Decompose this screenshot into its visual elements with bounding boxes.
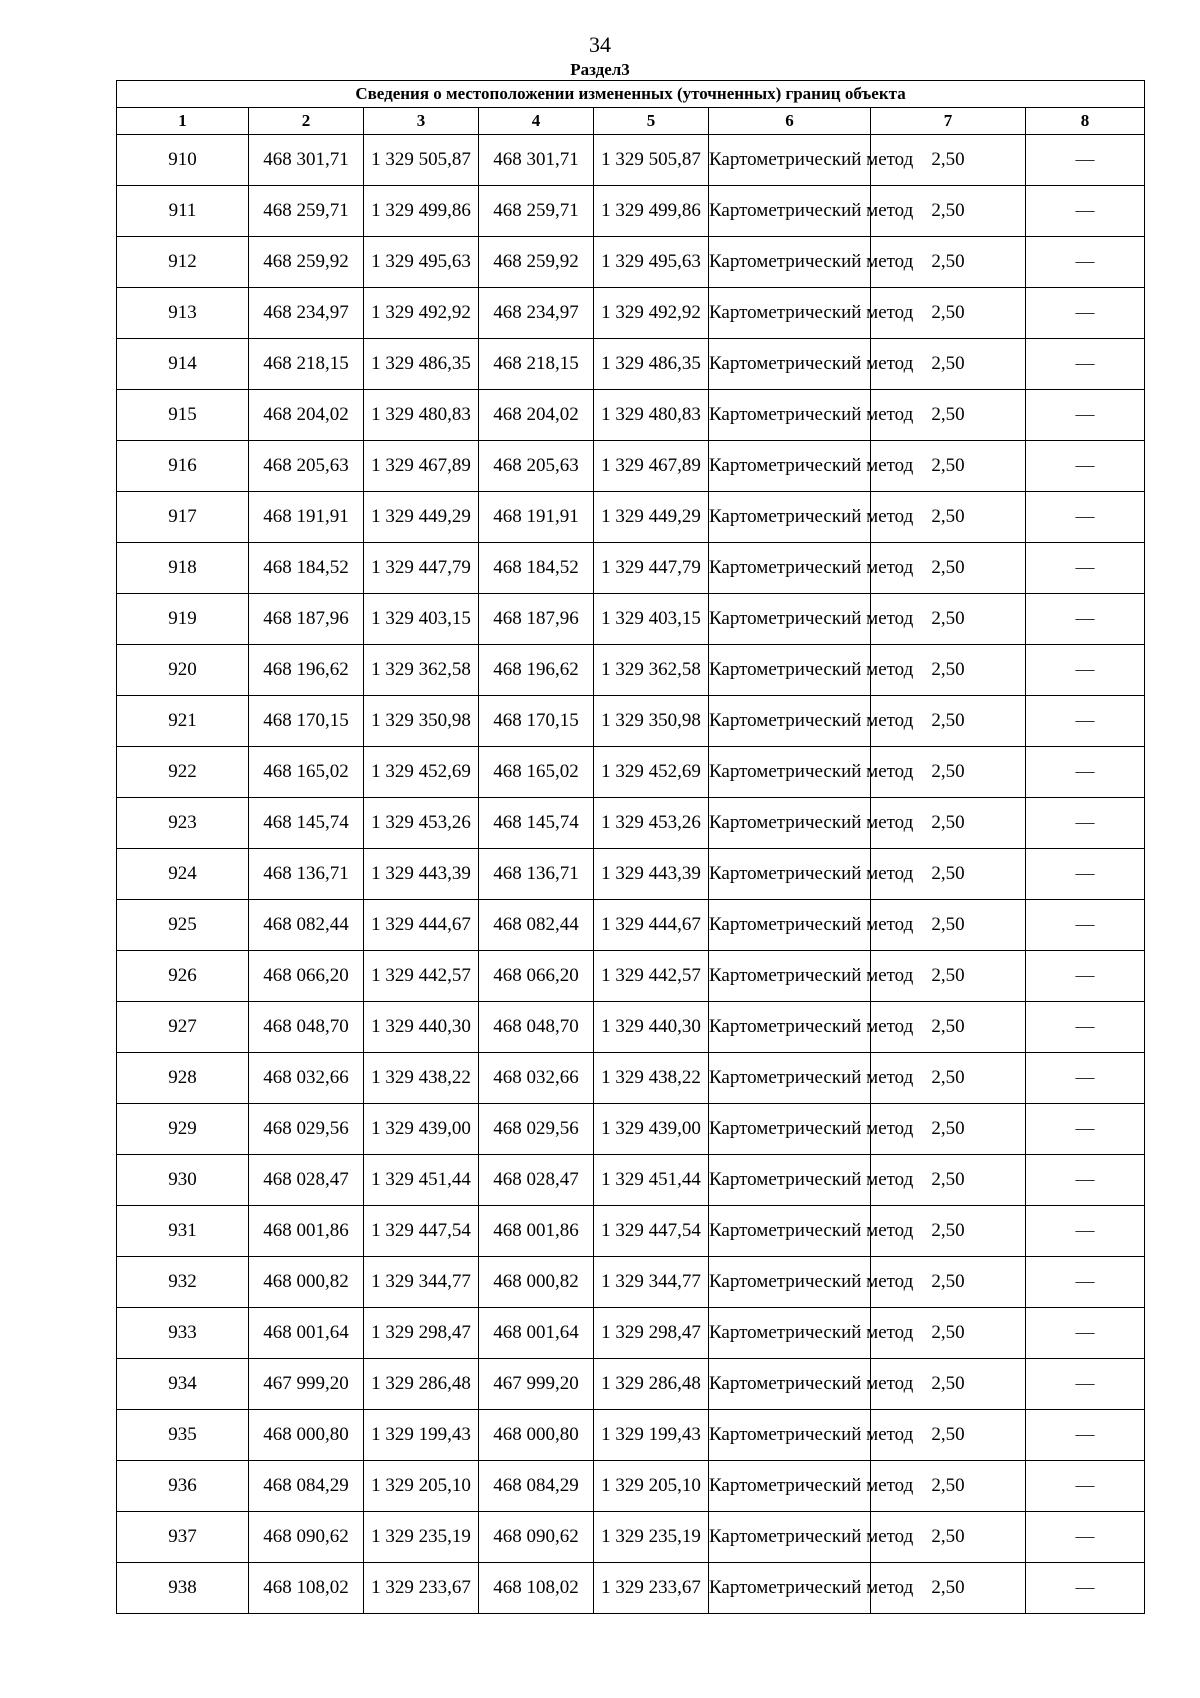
refined-y-cell: 1 329 453,26 xyxy=(594,798,709,849)
note-cell: — xyxy=(1026,1002,1145,1053)
method-cell: Картометрический метод xyxy=(709,1359,871,1410)
existing-x-cell: 467 999,20 xyxy=(249,1359,364,1410)
refined-y-cell: 1 329 442,57 xyxy=(594,951,709,1002)
existing-y-cell: 1 329 199,43 xyxy=(364,1410,479,1461)
existing-x-cell: 468 191,91 xyxy=(249,492,364,543)
existing-x-cell: 468 170,15 xyxy=(249,696,364,747)
table-row xyxy=(117,1002,1145,1053)
method-cell: Картометрический метод xyxy=(709,849,871,900)
note-cell: — xyxy=(1026,1206,1145,1257)
point-number-cell: 917 xyxy=(117,492,249,543)
note-cell: — xyxy=(1026,798,1145,849)
existing-y-cell: 1 329 452,69 xyxy=(364,747,479,798)
method-cell: Картометрический метод xyxy=(709,237,871,288)
table-row xyxy=(117,390,1145,441)
accuracy-cell: 2,50 xyxy=(871,1002,1026,1053)
existing-x-cell: 468 145,74 xyxy=(249,798,364,849)
accuracy-cell: 2,50 xyxy=(871,1563,1026,1614)
refined-x-cell: 468 028,47 xyxy=(479,1155,594,1206)
note-cell: — xyxy=(1026,1308,1145,1359)
refined-y-cell: 1 329 495,63 xyxy=(594,237,709,288)
refined-x-cell: 468 136,71 xyxy=(479,849,594,900)
accuracy-cell: 2,50 xyxy=(871,594,1026,645)
accuracy-cell: 2,50 xyxy=(871,237,1026,288)
existing-y-cell: 1 329 467,89 xyxy=(364,441,479,492)
refined-y-cell: 1 329 233,67 xyxy=(594,1563,709,1614)
refined-y-cell: 1 329 449,29 xyxy=(594,492,709,543)
table-row xyxy=(117,1206,1145,1257)
refined-x-cell: 468 205,63 xyxy=(479,441,594,492)
table-row xyxy=(117,594,1145,645)
note-cell: — xyxy=(1026,900,1145,951)
existing-y-cell: 1 329 499,86 xyxy=(364,186,479,237)
existing-x-cell: 468 028,47 xyxy=(249,1155,364,1206)
table-row xyxy=(117,1359,1145,1410)
refined-y-cell: 1 329 480,83 xyxy=(594,390,709,441)
point-number-cell: 923 xyxy=(117,798,249,849)
existing-x-cell: 468 187,96 xyxy=(249,594,364,645)
refined-y-cell: 1 329 452,69 xyxy=(594,747,709,798)
accuracy-cell: 2,50 xyxy=(871,339,1026,390)
existing-y-cell: 1 329 439,00 xyxy=(364,1104,479,1155)
existing-x-cell: 468 205,63 xyxy=(249,441,364,492)
boundary-coordinates-table xyxy=(116,80,1145,1614)
method-cell: Картометрический метод xyxy=(709,135,871,186)
table-row xyxy=(117,1053,1145,1104)
refined-x-cell: 468 000,80 xyxy=(479,1410,594,1461)
refined-x-cell: 468 108,02 xyxy=(479,1563,594,1614)
refined-x-cell: 468 082,44 xyxy=(479,900,594,951)
accuracy-cell: 2,50 xyxy=(871,1206,1026,1257)
table-row xyxy=(117,492,1145,543)
method-cell: Картометрический метод xyxy=(709,1104,871,1155)
refined-x-cell: 468 084,29 xyxy=(479,1461,594,1512)
refined-x-cell: 468 218,15 xyxy=(479,339,594,390)
table-row xyxy=(117,1257,1145,1308)
accuracy-cell: 2,50 xyxy=(871,696,1026,747)
point-number-cell: 929 xyxy=(117,1104,249,1155)
existing-x-cell: 468 001,86 xyxy=(249,1206,364,1257)
refined-y-cell: 1 329 235,19 xyxy=(594,1512,709,1563)
existing-y-cell: 1 329 486,35 xyxy=(364,339,479,390)
note-cell: — xyxy=(1026,492,1145,543)
method-cell: Картометрический метод xyxy=(709,1053,871,1104)
accuracy-cell: 2,50 xyxy=(871,1461,1026,1512)
refined-y-cell: 1 329 486,35 xyxy=(594,339,709,390)
existing-x-cell: 468 000,82 xyxy=(249,1257,364,1308)
refined-x-cell: 468 032,66 xyxy=(479,1053,594,1104)
accuracy-cell: 2,50 xyxy=(871,849,1026,900)
existing-x-cell: 468 090,62 xyxy=(249,1512,364,1563)
existing-y-cell: 1 329 403,15 xyxy=(364,594,479,645)
refined-x-cell: 468 066,20 xyxy=(479,951,594,1002)
refined-y-cell: 1 329 403,15 xyxy=(594,594,709,645)
existing-x-cell: 468 184,52 xyxy=(249,543,364,594)
accuracy-cell: 2,50 xyxy=(871,441,1026,492)
method-cell: Картометрический метод xyxy=(709,1563,871,1614)
method-cell: Картометрический метод xyxy=(709,1461,871,1512)
accuracy-cell: 2,50 xyxy=(871,186,1026,237)
note-cell: — xyxy=(1026,1563,1145,1614)
refined-y-cell: 1 329 286,48 xyxy=(594,1359,709,1410)
existing-x-cell: 468 001,64 xyxy=(249,1308,364,1359)
point-number-cell: 916 xyxy=(117,441,249,492)
point-number-cell: 910 xyxy=(117,135,249,186)
accuracy-cell: 2,50 xyxy=(871,288,1026,339)
refined-x-cell: 468 301,71 xyxy=(479,135,594,186)
table-row xyxy=(117,900,1145,951)
existing-x-cell: 468 234,97 xyxy=(249,288,364,339)
table-row xyxy=(117,1308,1145,1359)
point-number-cell: 914 xyxy=(117,339,249,390)
accuracy-cell: 2,50 xyxy=(871,1155,1026,1206)
refined-y-cell: 1 329 443,39 xyxy=(594,849,709,900)
point-number-cell: 911 xyxy=(117,186,249,237)
accuracy-cell: 2,50 xyxy=(871,135,1026,186)
refined-y-cell: 1 329 344,77 xyxy=(594,1257,709,1308)
column-number: 5 xyxy=(594,108,709,135)
note-cell: — xyxy=(1026,1359,1145,1410)
refined-x-cell: 468 259,92 xyxy=(479,237,594,288)
table-row xyxy=(117,441,1145,492)
accuracy-cell: 2,50 xyxy=(871,1053,1026,1104)
refined-x-cell: 468 204,02 xyxy=(479,390,594,441)
existing-y-cell: 1 329 362,58 xyxy=(364,645,479,696)
note-cell: — xyxy=(1026,1053,1145,1104)
column-number: 3 xyxy=(364,108,479,135)
refined-y-cell: 1 329 440,30 xyxy=(594,1002,709,1053)
refined-y-cell: 1 329 205,10 xyxy=(594,1461,709,1512)
refined-y-cell: 1 329 447,54 xyxy=(594,1206,709,1257)
accuracy-cell: 2,50 xyxy=(871,747,1026,798)
accuracy-cell: 2,50 xyxy=(871,798,1026,849)
existing-y-cell: 1 329 286,48 xyxy=(364,1359,479,1410)
column-number: 1 xyxy=(117,108,249,135)
refined-y-cell: 1 329 199,43 xyxy=(594,1410,709,1461)
refined-x-cell: 468 191,91 xyxy=(479,492,594,543)
note-cell: — xyxy=(1026,1410,1145,1461)
refined-y-cell: 1 329 438,22 xyxy=(594,1053,709,1104)
refined-x-cell: 468 001,64 xyxy=(479,1308,594,1359)
point-number-cell: 938 xyxy=(117,1563,249,1614)
note-cell: — xyxy=(1026,645,1145,696)
point-number-cell: 924 xyxy=(117,849,249,900)
table-row xyxy=(117,645,1145,696)
refined-x-cell: 468 001,86 xyxy=(479,1206,594,1257)
point-number-cell: 925 xyxy=(117,900,249,951)
note-cell: — xyxy=(1026,441,1145,492)
existing-x-cell: 468 029,56 xyxy=(249,1104,364,1155)
existing-x-cell: 468 259,92 xyxy=(249,237,364,288)
existing-y-cell: 1 329 235,19 xyxy=(364,1512,479,1563)
existing-x-cell: 468 136,71 xyxy=(249,849,364,900)
column-number: 7 xyxy=(871,108,1026,135)
column-number: 4 xyxy=(479,108,594,135)
existing-y-cell: 1 329 298,47 xyxy=(364,1308,479,1359)
refined-x-cell: 468 196,62 xyxy=(479,645,594,696)
column-number: 8 xyxy=(1026,108,1145,135)
refined-x-cell: 468 184,52 xyxy=(479,543,594,594)
table-row xyxy=(117,339,1145,390)
method-cell: Картометрический метод xyxy=(709,798,871,849)
accuracy-cell: 2,50 xyxy=(871,1257,1026,1308)
method-cell: Картометрический метод xyxy=(709,441,871,492)
point-number-cell: 934 xyxy=(117,1359,249,1410)
note-cell: — xyxy=(1026,1155,1145,1206)
existing-y-cell: 1 329 492,92 xyxy=(364,288,479,339)
accuracy-cell: 2,50 xyxy=(871,900,1026,951)
point-number-cell: 918 xyxy=(117,543,249,594)
note-cell: — xyxy=(1026,237,1145,288)
table-row xyxy=(117,1461,1145,1512)
table-row xyxy=(117,288,1145,339)
note-cell: — xyxy=(1026,696,1145,747)
column-number-row xyxy=(117,108,1145,135)
note-cell: — xyxy=(1026,543,1145,594)
method-cell: Картометрический метод xyxy=(709,543,871,594)
method-cell: Картометрический метод xyxy=(709,696,871,747)
existing-y-cell: 1 329 443,39 xyxy=(364,849,479,900)
refined-x-cell: 468 259,71 xyxy=(479,186,594,237)
existing-y-cell: 1 329 442,57 xyxy=(364,951,479,1002)
existing-x-cell: 468 066,20 xyxy=(249,951,364,1002)
refined-x-cell: 468 048,70 xyxy=(479,1002,594,1053)
table-row xyxy=(117,1512,1145,1563)
method-cell: Картометрический метод xyxy=(709,645,871,696)
existing-x-cell: 468 165,02 xyxy=(249,747,364,798)
method-cell: Картометрический метод xyxy=(709,390,871,441)
section-label: Раздел3 xyxy=(570,60,630,79)
refined-x-cell: 468 187,96 xyxy=(479,594,594,645)
table-row xyxy=(117,951,1145,1002)
point-number-cell: 927 xyxy=(117,1002,249,1053)
refined-y-cell: 1 329 505,87 xyxy=(594,135,709,186)
refined-y-cell: 1 329 451,44 xyxy=(594,1155,709,1206)
existing-x-cell: 468 108,02 xyxy=(249,1563,364,1614)
point-number-cell: 922 xyxy=(117,747,249,798)
accuracy-cell: 2,50 xyxy=(871,492,1026,543)
point-number-cell: 936 xyxy=(117,1461,249,1512)
column-number: 6 xyxy=(709,108,871,135)
note-cell: — xyxy=(1026,1461,1145,1512)
refined-y-cell: 1 329 492,92 xyxy=(594,288,709,339)
method-cell: Картометрический метод xyxy=(709,339,871,390)
refined-y-cell: 1 329 499,86 xyxy=(594,186,709,237)
table-row xyxy=(117,543,1145,594)
point-number-cell: 926 xyxy=(117,951,249,1002)
accuracy-cell: 2,50 xyxy=(871,1512,1026,1563)
refined-y-cell: 1 329 362,58 xyxy=(594,645,709,696)
column-number: 2 xyxy=(249,108,364,135)
method-cell: Картометрический метод xyxy=(709,186,871,237)
point-number-cell: 932 xyxy=(117,1257,249,1308)
existing-x-cell: 468 196,62 xyxy=(249,645,364,696)
method-cell: Картометрический метод xyxy=(709,951,871,1002)
table-row xyxy=(117,237,1145,288)
note-cell: — xyxy=(1026,594,1145,645)
accuracy-cell: 2,50 xyxy=(871,1410,1026,1461)
existing-x-cell: 468 301,71 xyxy=(249,135,364,186)
point-number-cell: 935 xyxy=(117,1410,249,1461)
refined-x-cell: 468 165,02 xyxy=(479,747,594,798)
existing-y-cell: 1 329 444,67 xyxy=(364,900,479,951)
point-number-cell: 933 xyxy=(117,1308,249,1359)
method-cell: Картометрический метод xyxy=(709,1308,871,1359)
point-number-cell: 912 xyxy=(117,237,249,288)
refined-x-cell: 467 999,20 xyxy=(479,1359,594,1410)
table-row xyxy=(117,1155,1145,1206)
existing-x-cell: 468 082,44 xyxy=(249,900,364,951)
refined-y-cell: 1 329 467,89 xyxy=(594,441,709,492)
accuracy-cell: 2,50 xyxy=(871,645,1026,696)
existing-x-cell: 468 218,15 xyxy=(249,339,364,390)
table-row xyxy=(117,1104,1145,1155)
existing-y-cell: 1 329 438,22 xyxy=(364,1053,479,1104)
existing-x-cell: 468 259,71 xyxy=(249,186,364,237)
table-row xyxy=(117,186,1145,237)
point-number-cell: 928 xyxy=(117,1053,249,1104)
note-cell: — xyxy=(1026,951,1145,1002)
existing-y-cell: 1 329 449,29 xyxy=(364,492,479,543)
existing-y-cell: 1 329 495,63 xyxy=(364,237,479,288)
refined-x-cell: 468 029,56 xyxy=(479,1104,594,1155)
method-cell: Картометрический метод xyxy=(709,1257,871,1308)
refined-x-cell: 468 000,82 xyxy=(479,1257,594,1308)
refined-x-cell: 468 090,62 xyxy=(479,1512,594,1563)
note-cell: — xyxy=(1026,390,1145,441)
existing-y-cell: 1 329 480,83 xyxy=(364,390,479,441)
refined-x-cell: 468 234,97 xyxy=(479,288,594,339)
note-cell: — xyxy=(1026,288,1145,339)
accuracy-cell: 2,50 xyxy=(871,1308,1026,1359)
table-row xyxy=(117,1563,1145,1614)
note-cell: — xyxy=(1026,1104,1145,1155)
existing-x-cell: 468 032,66 xyxy=(249,1053,364,1104)
point-number-cell: 920 xyxy=(117,645,249,696)
note-cell: — xyxy=(1026,849,1145,900)
point-number-cell: 931 xyxy=(117,1206,249,1257)
refined-y-cell: 1 329 350,98 xyxy=(594,696,709,747)
existing-y-cell: 1 329 453,26 xyxy=(364,798,479,849)
method-cell: Картометрический метод xyxy=(709,1002,871,1053)
existing-x-cell: 468 084,29 xyxy=(249,1461,364,1512)
existing-y-cell: 1 329 350,98 xyxy=(364,696,479,747)
note-cell: — xyxy=(1026,339,1145,390)
point-number-cell: 921 xyxy=(117,696,249,747)
table-row xyxy=(117,135,1145,186)
note-cell: — xyxy=(1026,1257,1145,1308)
accuracy-cell: 2,50 xyxy=(871,1359,1026,1410)
method-cell: Картометрический метод xyxy=(709,900,871,951)
existing-y-cell: 1 329 505,87 xyxy=(364,135,479,186)
method-cell: Картометрический метод xyxy=(709,594,871,645)
existing-y-cell: 1 329 447,54 xyxy=(364,1206,479,1257)
point-number-cell: 937 xyxy=(117,1512,249,1563)
note-cell: — xyxy=(1026,1512,1145,1563)
method-cell: Картометрический метод xyxy=(709,1155,871,1206)
point-number-cell: 930 xyxy=(117,1155,249,1206)
refined-x-cell: 468 170,15 xyxy=(479,696,594,747)
existing-x-cell: 468 204,02 xyxy=(249,390,364,441)
refined-y-cell: 1 329 298,47 xyxy=(594,1308,709,1359)
table-row xyxy=(117,849,1145,900)
refined-y-cell: 1 329 447,79 xyxy=(594,543,709,594)
method-cell: Картометрический метод xyxy=(709,1410,871,1461)
accuracy-cell: 2,50 xyxy=(871,951,1026,1002)
refined-y-cell: 1 329 439,00 xyxy=(594,1104,709,1155)
refined-y-cell: 1 329 444,67 xyxy=(594,900,709,951)
point-number-cell: 919 xyxy=(117,594,249,645)
existing-y-cell: 1 329 205,10 xyxy=(364,1461,479,1512)
existing-x-cell: 468 048,70 xyxy=(249,1002,364,1053)
refined-x-cell: 468 145,74 xyxy=(479,798,594,849)
table-row xyxy=(117,1410,1145,1461)
existing-x-cell: 468 000,80 xyxy=(249,1410,364,1461)
existing-y-cell: 1 329 440,30 xyxy=(364,1002,479,1053)
note-cell: — xyxy=(1026,186,1145,237)
existing-y-cell: 1 329 447,79 xyxy=(364,543,479,594)
table-body xyxy=(117,135,1145,1614)
existing-y-cell: 1 329 233,67 xyxy=(364,1563,479,1614)
table-caption: Сведения о местоположении измененных (уточненных) границ объекта xyxy=(117,81,1145,108)
note-cell: — xyxy=(1026,747,1145,798)
table-row xyxy=(117,696,1145,747)
note-cell: — xyxy=(1026,135,1145,186)
page-number: 34 xyxy=(589,32,611,57)
existing-y-cell: 1 329 344,77 xyxy=(364,1257,479,1308)
accuracy-cell: 2,50 xyxy=(871,1104,1026,1155)
point-number-cell: 915 xyxy=(117,390,249,441)
accuracy-cell: 2,50 xyxy=(871,390,1026,441)
point-number-cell: 913 xyxy=(117,288,249,339)
method-cell: Картометрический метод xyxy=(709,747,871,798)
table-row xyxy=(117,747,1145,798)
method-cell: Картометрический метод xyxy=(709,492,871,543)
method-cell: Картометрический метод xyxy=(709,1206,871,1257)
accuracy-cell: 2,50 xyxy=(871,543,1026,594)
method-cell: Картометрический метод xyxy=(709,288,871,339)
method-cell: Картометрический метод xyxy=(709,1512,871,1563)
table-row xyxy=(117,798,1145,849)
existing-y-cell: 1 329 451,44 xyxy=(364,1155,479,1206)
